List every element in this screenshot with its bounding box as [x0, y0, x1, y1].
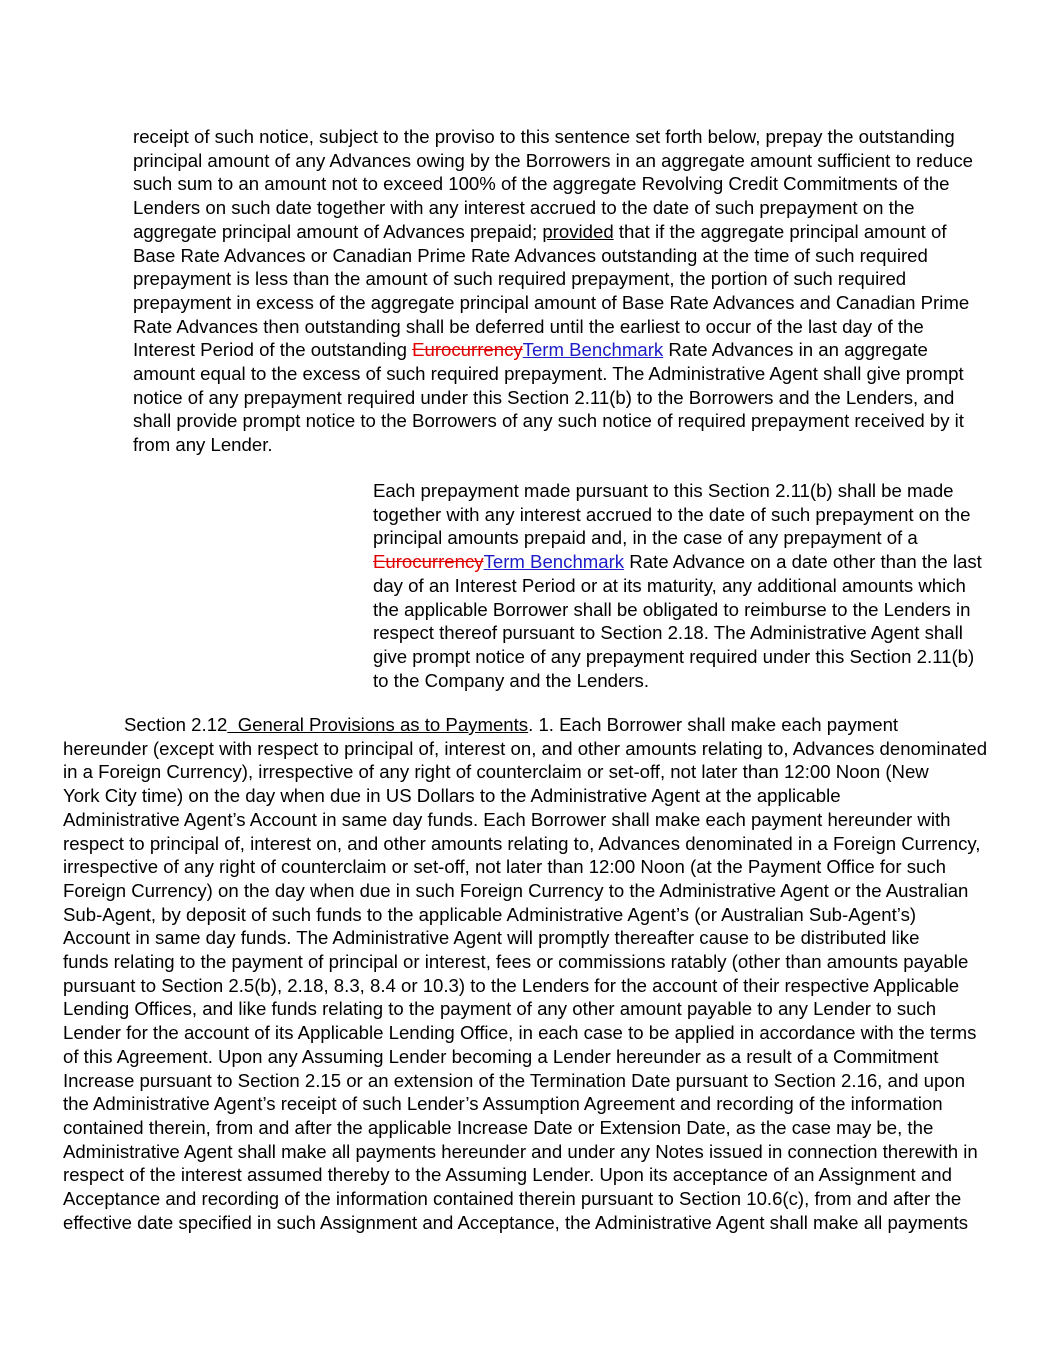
text-line: receipt of such notice, subject to the proviso to this sentence set forth below, prepay the outstanding — [133, 126, 955, 147]
text-line: prepayment in excess of the aggregate principal amount of Base Rate Advances and Canadian Prime — [133, 291, 970, 313]
text-line — [133, 338, 973, 362]
text-line: contained therein, from and after the applicable Increase Date or Extension Date, as the case may be, the — [63, 1116, 934, 1138]
text-line: amount equal to the excess of such required prepayment. The Administrative Agent shall give prompt — [133, 363, 964, 385]
text-line: in a Foreign Currency), irrespective of any right of counterclaim or set-off, not later than 12:00 Noon (New — [63, 761, 929, 783]
text-run: aggregate principal amount of Advances prepaid; — [133, 220, 543, 242]
text-line: Account in same day funds. The Administrative Agent will promptly thereafter cause to be distributed like — [63, 927, 920, 949]
text-line: such sum to an amount not to exceed 100% of the aggregate Revolving Credit Commitments of the — [133, 173, 950, 195]
text-line: of this Agreement. Upon any Assuming Lender becoming a Lender hereunder as a result of a Commitment — [63, 1045, 939, 1067]
deleted-text: Eurocurrency — [373, 551, 484, 573]
inserted-text: Term Benchmark — [483, 551, 625, 573]
text-line: Base Rate Advances or Canadian Prime Rate Advances outstanding at the time of such required — [133, 244, 928, 266]
text-line: day of an Interest Period or at its maturity, any additional amounts which — [373, 574, 966, 596]
text-line: principal amounts prepaid and, in the case of any prepayment of a — [373, 527, 918, 549]
text-line: Lending Offices, and like funds relating to the payment of any other amount payable to any Lender to such — [63, 998, 937, 1020]
section-2-12-paragraph — [63, 713, 987, 1234]
prepayment-paragraph-continued — [133, 125, 973, 457]
text-line: together with any interest accrued to the date of such prepayment on the — [373, 503, 971, 525]
text-line: Foreign Currency) on the day when due in such Foreign Currency to the Administrative Agent or the Australian — [63, 879, 969, 901]
text-line: notice of any prepayment required under this Section 2.11(b) to the Borrowers and the Lenders, and — [133, 386, 955, 408]
text-line: principal amount of any Advances owing by the Borrowers in an aggregate amount sufficient to reduce — [133, 149, 973, 171]
text-line: Lender for the account of its Applicable Lending Office, in each case to be applied in accordance with the terms — [63, 1022, 977, 1044]
text-line: Administrative Agent’s Account in same day funds. Each Borrower shall make each payment hereunder with — [63, 808, 951, 830]
inserted-text: Term Benchmark — [522, 339, 664, 361]
text-line: respect thereof pursuant to Section 2.18. The Administrative Agent shall — [373, 622, 963, 644]
text-line: the applicable Borrower shall be obligated to reimburse to the Lenders in — [373, 598, 971, 620]
text-line: respect of the interest assumed thereby to the Assuming Lender. Upon its acceptance of an Assignment and — [63, 1164, 952, 1186]
text-line — [133, 220, 973, 244]
text-line: give prompt notice of any prepayment required under this Section 2.11(b) — [373, 645, 975, 667]
text-line: respect to principal of, interest on, and other amounts relating to, Advances denominated in a Foreign Currency, — [63, 832, 981, 854]
deleted-text: Eurocurrency — [412, 339, 523, 361]
section-number: Section 2.12 — [124, 714, 228, 735]
text-run: Interest Period of the outstanding — [133, 339, 413, 361]
text-line: effective date specified in such Assignment and Acceptance, the Administrative Agent shall make all payments — [63, 1211, 969, 1233]
text-line — [373, 550, 982, 574]
text-line: hereunder (except with respect to principal of, interest on, and other amounts relating to, Advances denominated — [63, 737, 988, 759]
text-line: from any Lender. — [133, 434, 273, 456]
text-run: that if the aggregate principal amount of — [613, 220, 947, 242]
text-line: Sub-Agent, by deposit of such funds to the applicable Administrative Agent’s (or Australian Sub-Agent’s) — [63, 903, 917, 925]
text-line: pursuant to Section 2.5(b), 2.18, 8.3, 8.4 or 10.3) to the Lenders for the account of their respective Applicable — [63, 974, 960, 996]
text-run: Rate Advances in an aggregate — [663, 339, 928, 361]
text-line: Lenders on such date together with any interest accrued to the date of such prepayment on the — [133, 197, 915, 219]
text-line: Administrative Agent shall make all payments hereunder and under any Notes issued in connection therewith in — [63, 1140, 978, 1162]
text-line: to the Company and the Lenders. — [373, 669, 649, 691]
text-run: . 1. Each Borrower shall make each payment — [528, 714, 899, 735]
text-line: prepayment is less than the amount of such required prepayment, the portion of such required — [133, 268, 907, 290]
underlined-term-provided: provided — [542, 220, 614, 242]
text-run: Rate Advance on a date other than the last — [624, 551, 982, 573]
text-line: irrespective of any right of counterclaim or set-off, not later than 12:00 Noon (at the Payment Office for such — [63, 856, 946, 878]
text-line: shall provide prompt notice to the Borrowers of any such notice of required prepayment received by it — [133, 410, 964, 432]
text-line: York City time) on the day when due in US Dollars to the Administrative Agent at the applicable — [63, 785, 841, 807]
indented-prepayment-paragraph — [373, 479, 982, 692]
text-line: Rate Advances then outstanding shall be deferred until the earliest to occur of the last day of the — [133, 315, 924, 337]
text-line: Acceptance and recording of the information contained therein pursuant to Section 10.6(c), from and after the — [63, 1188, 962, 1210]
text-line: the Administrative Agent’s receipt of such Lender’s Assumption Agreement and recording of the information — [63, 1093, 943, 1115]
text-line: Increase pursuant to Section 2.15 or an extension of the Termination Date pursuant to Section 2.16, and upon — [63, 1069, 966, 1091]
text-line: Each prepayment made pursuant to this Section 2.11(b) shall be made — [373, 480, 954, 501]
section-heading: General Provisions as to Payments — [227, 714, 529, 735]
text-line — [63, 713, 987, 737]
text-line: funds relating to the payment of principal or interest, fees or commissions ratably (other than amounts payable — [63, 951, 969, 973]
